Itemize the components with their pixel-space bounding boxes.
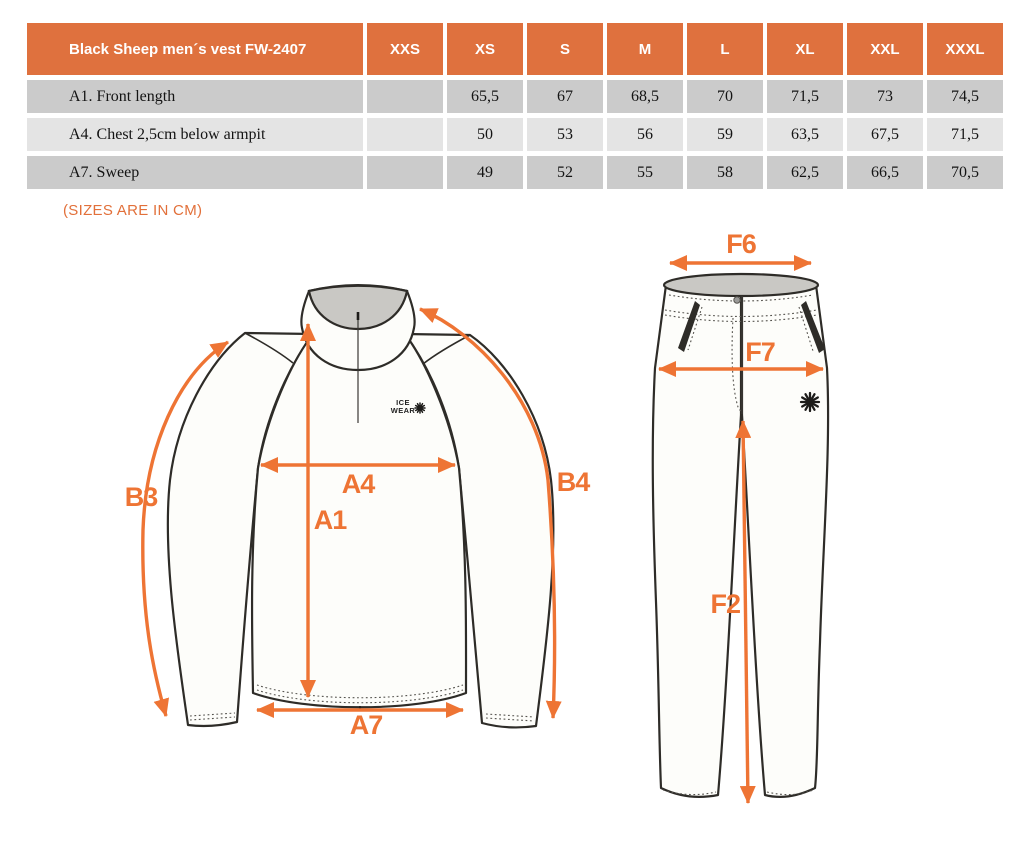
sizes-unit-note: (SIZES ARE IN CM) — [63, 202, 203, 219]
size-value-cell — [367, 118, 443, 151]
size-value-cell: 74,5 — [927, 80, 1003, 113]
size-col-header-xxl: XXL — [847, 23, 923, 75]
size-value-cell: 70 — [687, 80, 763, 113]
label-a7: A7 — [349, 710, 383, 740]
row-label-sweep: A7. Sweep — [27, 156, 363, 189]
pants-diagram — [653, 229, 828, 803]
size-value-cell: 55 — [607, 156, 683, 189]
size-value-cell: 70,5 — [927, 156, 1003, 189]
size-value-cell: 66,5 — [847, 156, 923, 189]
size-value-cell: 53 — [527, 118, 603, 151]
size-col-header-m: M — [607, 23, 683, 75]
size-col-header-xs: XS — [447, 23, 523, 75]
row-label-front-length: A1. Front length — [27, 80, 363, 113]
size-value-cell: 67 — [527, 80, 603, 113]
label-f7: F7 — [745, 337, 775, 367]
size-value-cell: 58 — [687, 156, 763, 189]
label-f2: F2 — [710, 589, 740, 619]
size-value-cell: 52 — [527, 156, 603, 189]
size-value-cell — [367, 156, 443, 189]
size-value-cell: 71,5 — [927, 118, 1003, 151]
size-table — [27, 23, 1003, 189]
product-title: Black Sheep men´s vest FW-2407 — [27, 23, 363, 75]
size-value-cell: 50 — [447, 118, 523, 151]
size-value-cell: 68,5 — [607, 80, 683, 113]
size-value-cell: 62,5 — [767, 156, 843, 189]
pants-left-leg — [653, 285, 741, 797]
pants-button — [734, 297, 740, 303]
size-col-header-s: S — [527, 23, 603, 75]
size-col-header-xxs: XXS — [367, 23, 443, 75]
size-value-cell: 49 — [447, 156, 523, 189]
size-value-cell: 73 — [847, 80, 923, 113]
size-value-cell: 63,5 — [767, 118, 843, 151]
size-value-cell: 65,5 — [447, 80, 523, 113]
vest-diagram — [125, 285, 590, 740]
label-a4: A4 — [341, 469, 375, 499]
garment-diagrams — [0, 222, 1032, 852]
row-label-chest: A4. Chest 2,5cm below armpit — [27, 118, 363, 151]
label-f6: F6 — [726, 229, 756, 259]
logo-line1: ICE — [396, 398, 410, 407]
label-a1: A1 — [313, 505, 347, 535]
size-col-header-xxxl: XXXL — [927, 23, 1003, 75]
pants-waist-opening — [664, 274, 818, 296]
label-b4: B4 — [556, 467, 590, 497]
size-value-cell: 59 — [687, 118, 763, 151]
size-value-cell — [367, 80, 443, 113]
size-value-cell: 71,5 — [767, 80, 843, 113]
label-b3: B3 — [124, 482, 158, 512]
logo-line2: WEAR — [390, 406, 416, 415]
size-col-header-xl: XL — [767, 23, 843, 75]
size-col-header-l: L — [687, 23, 763, 75]
size-value-cell: 67,5 — [847, 118, 923, 151]
size-value-cell: 56 — [607, 118, 683, 151]
